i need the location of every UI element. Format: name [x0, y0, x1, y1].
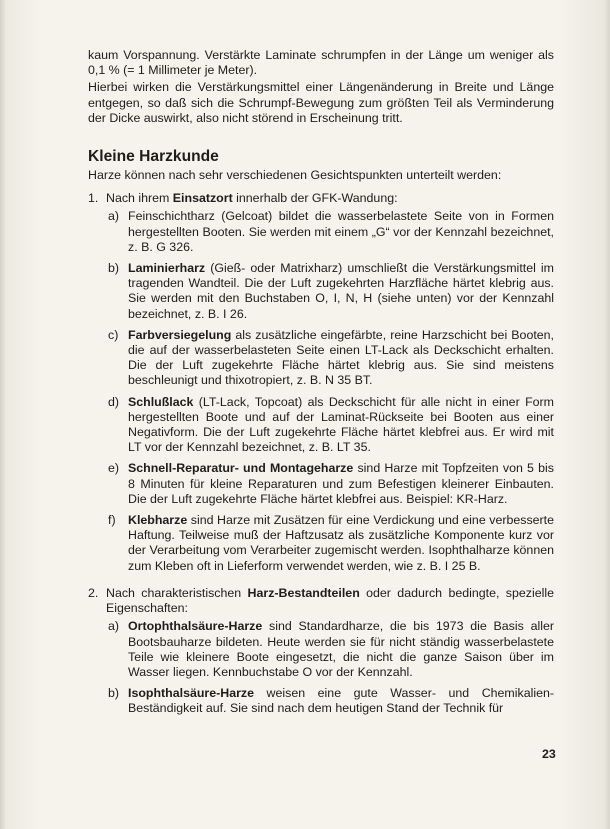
item-text: [128, 461, 554, 507]
list-item: [106, 686, 554, 716]
item-marker: f): [108, 513, 116, 528]
item-body: sind Standardharze, die bis 1973 die Basis aller Bootsbauharze bildeten. Heute werden sie für nicht ständig wasserbelastete Teile wie kleinere Boote eingesetzt, die nicht die ganze Saison über im Wasser liegen. Kennbuchstabe O vor der Kennzahl.: [128, 619, 554, 679]
group-intro-term: Harz-Bestandteilen: [247, 585, 360, 600]
item-body: als zusätzliche eingefärbte, reine Harzschicht bei Booten, die auf der wasserbelasteten Seite einen LT-Lack als Deckschicht erhalten. Die der Luft zugekehrte Fläche härtet klebrig aus. Sie sind meistens beschleunigt und thixotropiert, z. B. N 35 BT.: [128, 327, 554, 388]
intro-paragraph-1: kaum Vorspannung. Verstärkte Laminate schrumpfen in der Länge um weniger als 0,1 % (= 1 Millimeter je Meter).: [88, 48, 554, 78]
item-body: Feinschichtharz (Gelcoat) bildet die wasserbelastete Seite von in Formen hergestellten Booten. Sie werden mit einem „G“ vor der Kennzahl bezeichnet, z. B. G 326.: [128, 209, 554, 254]
group-number: 2.: [88, 585, 99, 600]
item-text: [128, 686, 554, 716]
item-text: [128, 395, 554, 456]
scan-shadow-right: [604, 0, 610, 829]
item-term: Klebharze: [128, 513, 188, 528]
group-number: 1.: [88, 191, 99, 206]
list-item: [106, 513, 554, 574]
item-term: Laminierharz: [128, 261, 206, 276]
group-intro: [106, 586, 554, 616]
item-term: Schnell-Reparatur- und Montageharze: [128, 461, 354, 476]
group-intro: [106, 191, 554, 206]
list-item: [106, 261, 554, 322]
group-intro-text: innerhalb der GFK-Wandung:: [232, 191, 398, 206]
item-marker: a): [108, 209, 120, 224]
section-lead: Harze können nach sehr verschiedenen Gesichtspunkten unterteilt werden:: [88, 168, 502, 183]
item-body: (Gieß- oder Matrixharz) umschließt die Verstärkungsmittel im tragenden Wandteil. Die der Luft zugekehrten Harzfläche härtet klebrig aus. Sie werden mit den Buchstaben O, I, N, H (siehe unten) vor der Kennzahl bezeichnet, z. B. I 26.: [128, 261, 554, 321]
item-term: Schlußlack: [128, 394, 194, 409]
page-number: 23: [542, 747, 556, 761]
item-marker: a): [108, 619, 120, 634]
item-body: (LT-Lack, Topcoat) als Deckschicht für alle nicht in einer Form hergestellten Boote und auf der Laminat-Rückseite bei Booten aus einer Negativform. Die der Luft zugekehrte Fläche härtet klebfrei aus. Er wird mit LT vor der Kennzahl bezeichnet, z. B. LT 35.: [128, 394, 554, 455]
item-text: [128, 513, 554, 574]
group-intro-text: Nach charakteristischen: [106, 585, 248, 600]
list-item: [106, 328, 554, 389]
item-marker: b): [108, 686, 120, 701]
item-text: [128, 261, 554, 322]
item-marker: c): [108, 327, 119, 342]
group-intro-term: Einsatzort: [172, 191, 233, 206]
group-intro-text: oder dadurch bedingte, spezielle Eigenschaften:: [106, 585, 555, 616]
item-marker: b): [108, 261, 120, 276]
list-item: [106, 619, 554, 680]
item-marker: d): [108, 394, 120, 409]
item-body: sind Harze mit Zusätzen für eine Verdickung und eine verbesserte Haftung. Teilweise muß der Haftzusatz als zusätzliche Komponente kurz vor der Verarbeitung vom Verarbeiter zugemischt werden. Isophthalharze können zum Kleben oft in Lieferform verwendet werden, wie z. B. I 25 B.: [128, 513, 554, 573]
item-marker: e): [108, 461, 120, 476]
intro-paragraph-2: Hierbei wirken die Verstärkungsmittel einer Längenänderung in Breite und Länge entgegen, so daß sich die Schrumpf-Bewegung zum größten Teil als Verminderung der Dicke auswirkt, also nicht störend in Erscheinung tritt.: [88, 80, 554, 125]
page-content: [88, 48, 554, 723]
item-text: [128, 209, 554, 255]
item-body: weisen eine gute Wasser- und Chemikalien-Beständigkeit auf. Sie sind nach dem heutigen Stand der Technik für: [128, 686, 554, 716]
item-text: [128, 328, 554, 389]
item-term: Farbversiegelung: [128, 327, 232, 342]
item-term: Isophthalsäure-Harze: [128, 686, 255, 701]
item-term: Ortophthalsäure-Harze: [128, 619, 263, 634]
list-group-harz-bestandteile: [88, 586, 554, 717]
list-item: [106, 209, 554, 255]
list-item: [106, 395, 554, 456]
list-group-einsatzort: [88, 191, 554, 574]
group-intro-text: Nach ihrem: [106, 191, 173, 206]
item-body: sind Harze mit Topfzeiten von 5 bis 8 Minuten für kleine Reparaturen und zum Befestigen kleinerer Einbauten. Die der Luft zugekehrte Fläche härtet klebfrei aus. Beispiel: KR-Harz.: [128, 461, 554, 506]
list-item: [106, 461, 554, 507]
section-heading: Kleine Harzkunde: [88, 148, 219, 166]
scan-shadow-left: [0, 0, 6, 829]
item-text: [128, 619, 554, 680]
